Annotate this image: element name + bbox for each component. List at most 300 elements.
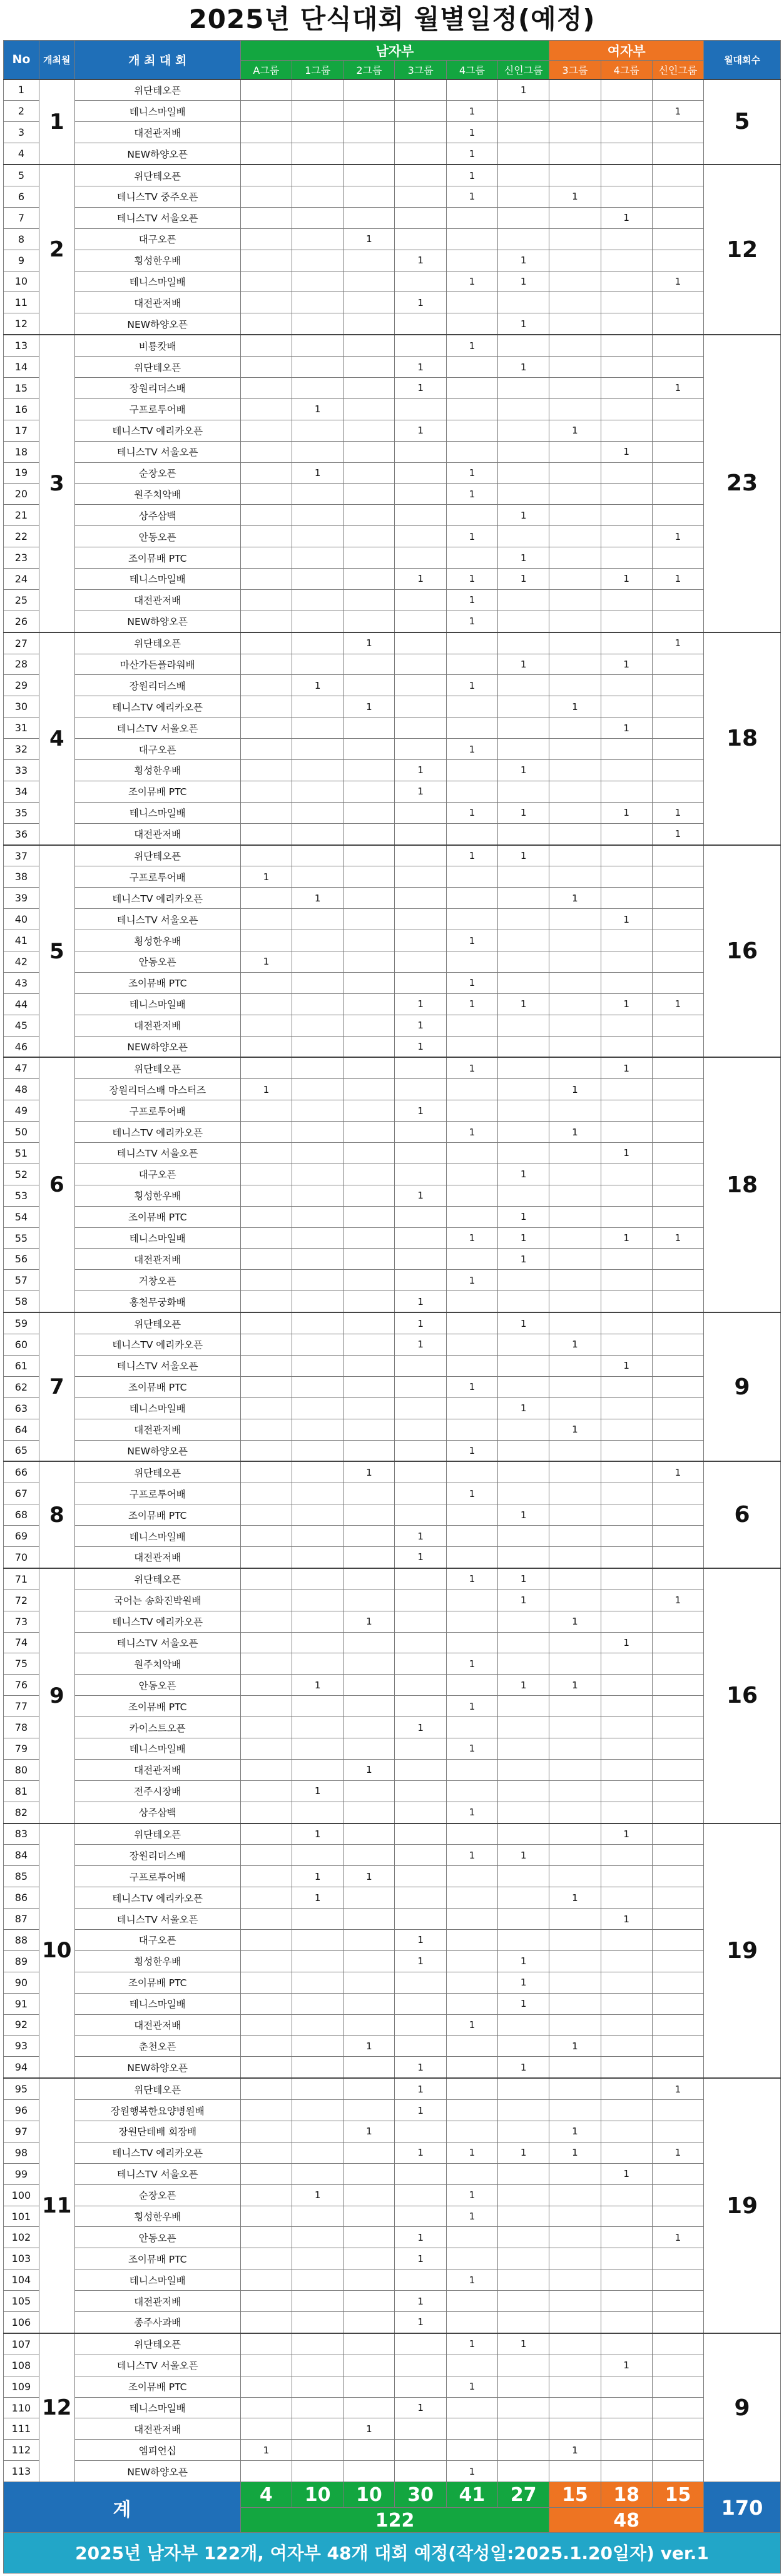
female-group-cell [549,972,601,993]
male-group-cell [344,589,395,611]
female-group-cell: 1 [549,2121,601,2142]
male-group-cell [292,654,343,675]
female-group-cell [601,1717,652,1738]
male-group-cell [497,2100,549,2121]
male-group-cell: 1 [446,930,497,951]
table-row [4,632,781,654]
female-group-cell [601,1546,652,1568]
male-group-cell: 1 [446,1738,497,1759]
row-no: 44 [4,993,39,1015]
row-no: 64 [4,1419,39,1440]
female-group-cell [652,760,703,781]
male-group-cell [446,377,497,398]
month-label: 1 [39,79,74,165]
table-row [4,1461,781,1483]
male-group-cell: 1 [497,1972,549,1993]
female-group-cell [601,122,652,143]
tournament-name: 대전관저배 [74,2418,240,2440]
male-group-cell: 1 [497,1590,549,1611]
female-group-cell [652,2121,703,2142]
male-group-cell [292,2206,343,2227]
female-group-cell [601,823,652,844]
male-group-cell [497,1419,549,1440]
male-group-cell [344,1227,395,1249]
header-male-group: 4그룹 [446,61,497,79]
male-group-cell [344,1526,395,1547]
male-group-cell [395,165,446,186]
table-row [4,1227,781,1249]
tournament-name: 위단테오픈 [74,1461,240,1483]
tournament-name: 대구오픈 [74,228,240,250]
female-group-cell [652,2184,703,2206]
male-group-cell: 1 [446,1376,497,1397]
male-group-cell [446,1526,497,1547]
header-no: No [4,41,39,79]
male-group-cell: 1 [497,654,549,675]
male-group-cell: 1 [497,250,549,271]
table-row [4,377,781,398]
male-group-cell [292,1909,343,1930]
table-row [4,2355,781,2376]
female-group-cell: 1 [601,718,652,739]
male-group-cell [497,484,549,505]
female-group-cell [652,1675,703,1696]
male-group-cell [497,2397,549,2418]
female-group-cell [549,2184,601,2206]
female-group-cell [549,1185,601,1206]
female-group-cell [652,866,703,888]
female-group-cell [549,250,601,271]
female-group-cell [549,165,601,186]
tournament-name: 마산가든플라워배 [74,654,240,675]
male-group-cell [240,1546,292,1568]
month-label: 3 [39,335,74,632]
male-group-cell [344,1653,395,1675]
female-group-cell [549,1397,601,1419]
male-group-cell [344,1950,395,1972]
female-group-cell [601,1845,652,1866]
female-group-cell [549,1866,601,1887]
female-group-cell [601,1036,652,1057]
male-group-cell [395,1376,446,1397]
total-male-group: 41 [446,2482,497,2508]
male-group-cell [240,1653,292,1675]
row-no: 92 [4,2014,39,2036]
male-group-cell [395,1483,446,1504]
female-group-cell [601,2227,652,2248]
male-group-cell [344,2206,395,2227]
tournament-name: 장원리더스배 [74,675,240,696]
male-group-cell [240,1270,292,1291]
male-group-cell [497,398,549,420]
female-group-cell [601,2057,652,2078]
male-group-cell [395,632,446,654]
tournament-name: 테니스TV 서울오픈 [74,2355,240,2376]
table-row [4,2142,781,2163]
female-group-cell [652,2163,703,2184]
row-no: 25 [4,589,39,611]
male-group-cell [497,1909,549,1930]
male-group-cell [240,1972,292,1993]
row-no: 30 [4,696,39,718]
female-group-cell [549,909,601,930]
female-group-cell [549,377,601,398]
table-row [4,79,781,101]
male-group-cell [395,802,446,823]
male-group-cell: 1 [497,1993,549,2014]
header-female: 여자부 [549,41,704,61]
female-group-cell: 1 [601,654,652,675]
male-group-cell [446,2100,497,2121]
female-group-cell [601,1206,652,1227]
female-group-cell [549,2269,601,2291]
row-no: 93 [4,2036,39,2057]
female-group-cell [652,2206,703,2227]
tournament-name: 대전관저배 [74,589,240,611]
male-group-cell [446,1909,497,1930]
male-group-cell [395,526,446,547]
male-group-cell [344,122,395,143]
female-group-cell [652,1057,703,1078]
row-no: 72 [4,1590,39,1611]
male-group-cell [344,2078,395,2099]
tournament-name: NEW하양오픈 [74,313,240,335]
tournament-name: 대전관저배 [74,1249,240,1270]
female-group-cell: 1 [652,1590,703,1611]
male-group-cell [240,357,292,378]
male-group-cell [446,1780,497,1802]
male-group-cell [446,292,497,313]
table-row [4,2100,781,2121]
male-group-cell [344,1291,395,1312]
male-group-cell [446,1397,497,1419]
male-group-cell [240,505,292,526]
male-group-cell [395,1355,446,1376]
female-group-cell [601,1100,652,1122]
female-group-cell [601,357,652,378]
table-row [4,420,781,441]
male-group-cell [446,718,497,739]
male-group-cell [395,1122,446,1143]
male-group-cell [497,972,549,993]
tournament-name: 조이뮤배 PTC [74,1376,240,1397]
female-group-cell [549,1227,601,1249]
table-row [4,1397,781,1419]
table-row [4,313,781,335]
row-no: 45 [4,1015,39,1036]
female-group-cell [652,1929,703,1950]
male-group-cell [240,1632,292,1653]
male-group-cell: 1 [497,79,549,101]
female-group-cell [652,165,703,186]
male-group-cell [497,2461,549,2482]
row-no: 90 [4,1972,39,1993]
male-group-cell [240,1483,292,1504]
female-group-cell [549,1291,601,1312]
male-group-cell [344,79,395,101]
tournament-name: 테니스TV 서울오픈 [74,2163,240,2184]
male-group-cell: 1 [446,165,497,186]
table-row [4,1143,781,1164]
female-group-cell: 1 [601,1143,652,1164]
female-group-cell [549,526,601,547]
male-group-cell [395,1397,446,1419]
tournament-name: 조이뮤배 PTC [74,2248,240,2269]
row-no: 103 [4,2248,39,2269]
male-group-cell [446,1504,497,1526]
female-group-cell [549,1717,601,1738]
male-group-cell [344,675,395,696]
male-group-cell [240,2376,292,2397]
male-group-cell [344,930,395,951]
female-group-cell [601,186,652,207]
female-group-cell [549,122,601,143]
male-group-cell [240,1823,292,1845]
female-group-cell [549,845,601,866]
male-group-cell: 1 [446,462,497,484]
male-group-cell: 1 [395,1929,446,1950]
male-group-cell [240,122,292,143]
row-no: 9 [4,250,39,271]
female-group-cell [549,1312,601,1334]
male-group-cell [240,2312,292,2333]
male-group-cell [395,675,446,696]
male-group-cell [292,1590,343,1611]
male-group-cell [292,1993,343,2014]
female-group-cell: 1 [549,1611,601,1632]
male-group-cell [240,1440,292,1461]
male-group-cell [240,1590,292,1611]
male-group-cell [240,186,292,207]
female-group-cell [601,1696,652,1717]
row-no: 85 [4,1866,39,1887]
male-group-cell [497,1653,549,1675]
row-no: 53 [4,1185,39,1206]
male-group-cell [395,1802,446,1823]
table-row [4,1653,781,1675]
male-group-cell [292,718,343,739]
female-group-cell [652,2376,703,2397]
male-group-cell [292,2057,343,2078]
table-row [4,1036,781,1057]
male-group-cell: 1 [446,526,497,547]
female-group-cell [549,1461,601,1483]
male-group-cell [292,2100,343,2121]
male-group-cell [344,1036,395,1057]
table-row [4,186,781,207]
male-group-cell [446,313,497,335]
male-group-cell [446,1611,497,1632]
table-row [4,1972,781,1993]
row-no: 18 [4,441,39,462]
male-group-cell [395,930,446,951]
male-group-cell [395,398,446,420]
male-group-cell [292,589,343,611]
tournament-name: 위단테오픈 [74,2078,240,2099]
male-group-cell [497,1717,549,1738]
table-row [4,654,781,675]
table-row [4,441,781,462]
row-no: 95 [4,2078,39,2099]
female-group-cell [652,1397,703,1419]
male-group-cell [292,632,343,654]
table-row [4,1590,781,1611]
tournament-name: 테니스TV 에리카오픈 [74,1611,240,1632]
male-group-cell [395,1440,446,1461]
female-group-cell [601,2461,652,2482]
male-group-cell [292,1845,343,1866]
table-row [4,1122,781,1143]
female-group-cell [601,1079,652,1100]
female-group-cell [549,1376,601,1397]
male-group-cell [446,2036,497,2057]
male-group-cell: 1 [395,993,446,1015]
female-group-cell [549,1143,601,1164]
male-group-cell [497,951,549,973]
male-group-cell [240,972,292,993]
female-group-cell: 1 [652,271,703,292]
male-group-cell [395,335,446,356]
male-group-cell [446,760,497,781]
male-group-cell [240,2206,292,2227]
row-no: 34 [4,781,39,802]
male-group-cell [292,1440,343,1461]
female-group-cell [601,1929,652,1950]
male-group-cell [240,526,292,547]
tournament-name: 대구오픈 [74,1164,240,1185]
tournament-name: 안동오픈 [74,526,240,547]
tournament-name: 위단테오픈 [74,79,240,101]
male-group-cell [292,1419,343,1440]
male-group-cell [240,1164,292,1185]
row-no: 79 [4,1738,39,1759]
male-group-cell [292,1376,343,1397]
female-group-cell [601,2248,652,2269]
male-group-cell [292,845,343,866]
table-row [4,696,781,718]
male-group-cell [292,1036,343,1057]
female-group-cell [549,505,601,526]
male-group-cell [446,420,497,441]
row-no: 50 [4,1122,39,1143]
female-group-cell: 1 [549,1419,601,1440]
row-no: 47 [4,1057,39,1078]
male-group-cell [446,1143,497,1164]
tournament-name: 테니스TV 에리카오픈 [74,1122,240,1143]
male-group-cell: 1 [344,1611,395,1632]
male-group-cell [292,2078,343,2099]
tournament-name: 테니스마일배 [74,1526,240,1547]
male-group-cell [240,1568,292,1590]
row-no: 48 [4,1079,39,1100]
male-group-cell [344,441,395,462]
male-group-cell [344,1015,395,1036]
female-group-cell [652,2397,703,2418]
male-group-cell [344,377,395,398]
table-row [4,1780,781,1802]
female-group-cell [652,2440,703,2461]
male-group-cell: 1 [446,2461,497,2482]
male-group-cell [446,1036,497,1057]
male-group-cell: 1 [497,547,549,569]
male-group-cell [395,972,446,993]
male-group-cell: 1 [497,1675,549,1696]
female-group-cell [652,1122,703,1143]
male-group-cell [344,568,395,589]
female-group-cell [549,101,601,122]
total-female-group: 15 [652,2482,703,2508]
tournament-name: 테니스마일배 [74,1227,240,1249]
male-group-cell: 1 [344,696,395,718]
female-group-cell [652,1249,703,1270]
male-group-cell: 1 [446,1483,497,1504]
female-group-cell: 1 [652,2078,703,2099]
male-group-cell [344,951,395,973]
male-group-cell [240,1419,292,1440]
male-group-cell: 1 [292,1866,343,1887]
female-group-cell: 1 [652,1227,703,1249]
table-row [4,1312,781,1334]
male-group-cell [395,1249,446,1270]
male-group-cell [344,2440,395,2461]
male-group-cell [395,2418,446,2440]
male-group-cell: 1 [446,1057,497,1078]
female-group-cell [549,2333,601,2355]
male-group-cell [240,1717,292,1738]
male-group-cell [395,143,446,165]
female-group-cell: 1 [549,1079,601,1100]
female-group-cell [601,313,652,335]
male-group-cell [344,1312,395,1334]
male-group-cell [497,1143,549,1164]
male-group-cell [240,760,292,781]
male-group-cell [497,823,549,844]
male-group-cell [497,866,549,888]
tournament-name: 비룡캇배 [74,335,240,356]
male-group-cell [395,1590,446,1611]
male-group-cell [497,122,549,143]
male-group-cell [344,250,395,271]
tournament-name: 대구오픈 [74,1929,240,1950]
male-group-cell [395,866,446,888]
male-group-cell: 1 [344,1461,395,1483]
male-group-cell [344,186,395,207]
male-group-cell: 1 [497,568,549,589]
male-group-cell [344,1206,395,1227]
male-group-cell [240,802,292,823]
table-row [4,526,781,547]
male-group-cell [344,1440,395,1461]
female-group-cell [652,589,703,611]
table-row [4,972,781,993]
row-no: 77 [4,1696,39,1717]
table-row [4,1993,781,2014]
table-row [4,675,781,696]
table-row [4,823,781,844]
row-no: 69 [4,1526,39,1547]
male-group-cell [240,1526,292,1547]
row-no: 26 [4,611,39,632]
male-group-cell [344,2376,395,2397]
female-group-cell [652,1270,703,1291]
male-group-cell [292,1185,343,1206]
male-group-cell [497,2121,549,2142]
female-group-cell [652,441,703,462]
male-group-cell [497,1526,549,1547]
row-no: 67 [4,1483,39,1504]
male-group-cell [497,1802,549,1823]
male-group-cell [497,186,549,207]
